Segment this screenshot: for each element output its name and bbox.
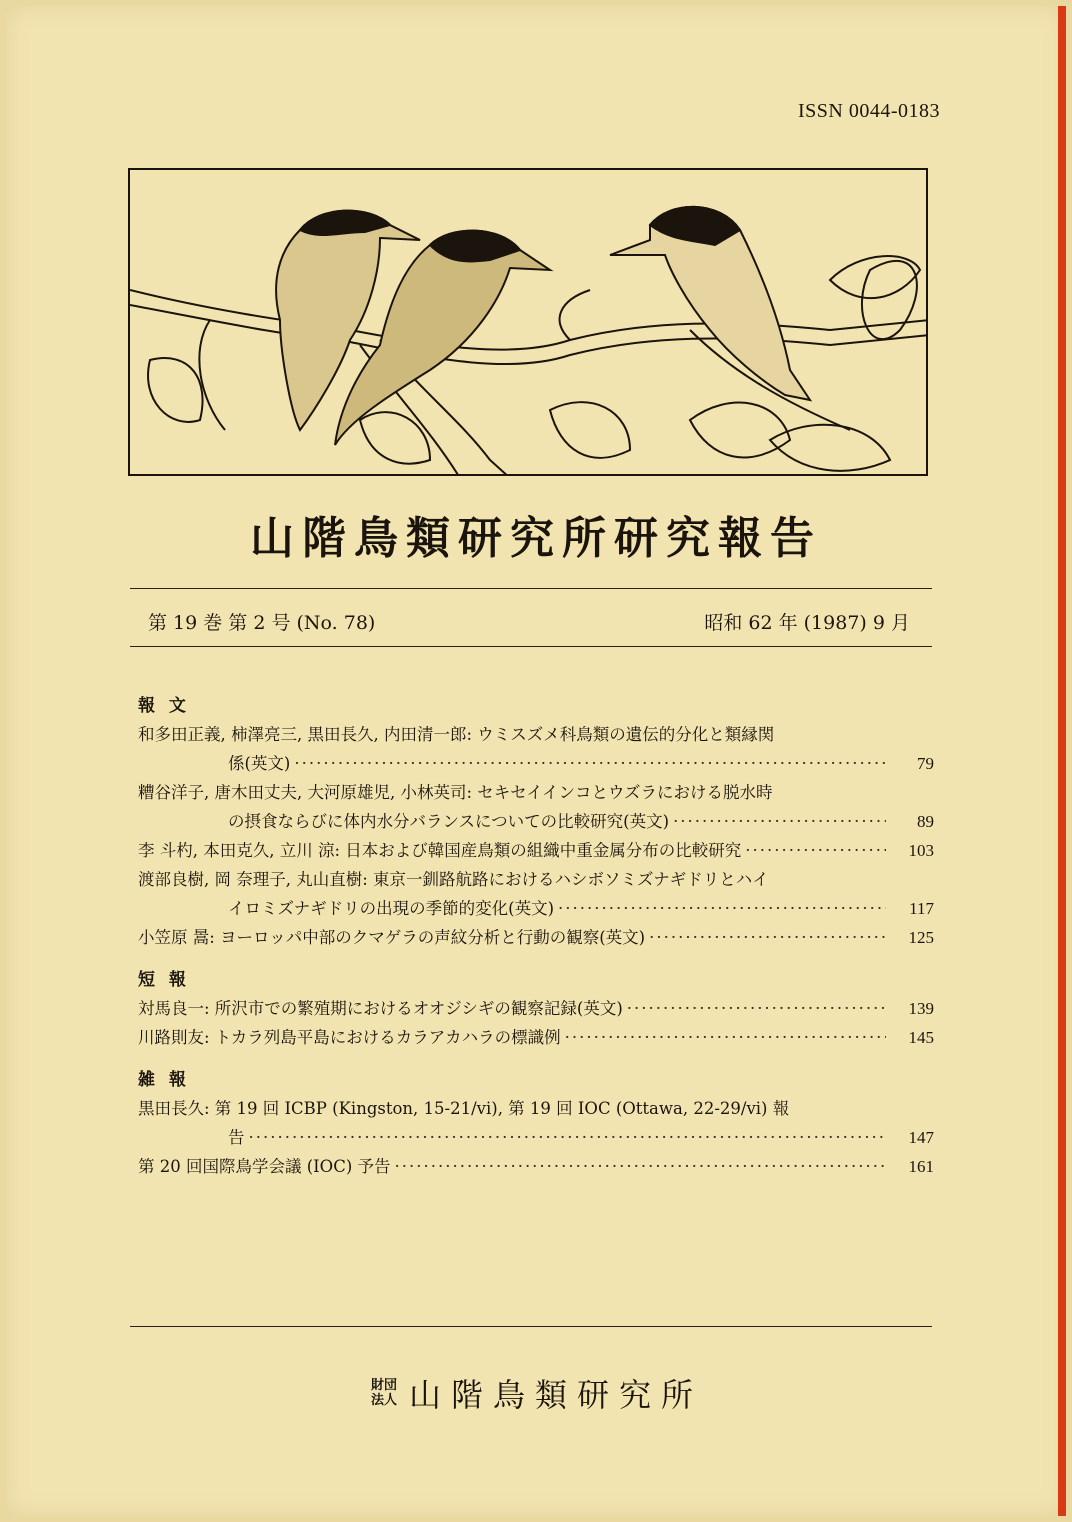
leader-dots — [395, 1152, 886, 1181]
leader-dots — [649, 923, 886, 952]
publisher-name: 山階鳥類研究所 — [408, 1376, 703, 1414]
page-number: 103 — [908, 841, 934, 860]
page-number: 125 — [908, 928, 934, 947]
section-heading: 報 文 — [138, 696, 190, 716]
leader-dots — [673, 807, 886, 836]
toc-entry-text: 和多田正義, 柿澤亮三, 黒田長久, 内田清一郎: ウミスズメ科鳥類の遺伝的分化と類縁関 — [138, 725, 775, 744]
page-number: 147 — [908, 1128, 934, 1147]
issue-date: 昭和 62 年 (1987) 9 月 — [704, 612, 910, 634]
table-of-contents — [138, 692, 934, 1181]
issue-volume: 第 19 巻 第 2 号 (No. 78) — [148, 612, 376, 634]
toc-entry-text: イロミズナギドリの出現の季節的変化(英文) — [228, 899, 555, 918]
leader-dots — [627, 994, 886, 1023]
toc-entry-text: 告 — [228, 1128, 245, 1147]
birds-on-branch-icon — [130, 170, 928, 476]
publisher-prefix — [369, 1378, 399, 1408]
toc-entry[interactable] — [138, 1023, 934, 1052]
page-number: 161 — [908, 1157, 934, 1176]
leader-dots — [558, 894, 886, 923]
toc-entry-text: 川路則友: トカラ列島平島におけるカラアカハラの標識例 — [138, 1028, 561, 1047]
toc-entry-text: 渡部良樹, 岡 奈理子, 丸山直樹: 東京一釧路航路におけるハシボソミズナギドリとハイ — [138, 870, 769, 889]
toc-entry[interactable] — [138, 720, 934, 778]
toc-entry[interactable] — [138, 778, 934, 836]
issue-rule — [130, 646, 932, 647]
toc-entry-text: 係(英文) — [228, 754, 291, 773]
section-heading: 短 報 — [138, 970, 190, 990]
toc-entry-text: 第 20 回国際鳥学会議 (IOC) 予告 — [138, 1157, 391, 1176]
page-number: 89 — [917, 812, 934, 831]
section-heading: 雑 報 — [138, 1070, 190, 1090]
publisher-prefix-top: 財団 — [370, 1378, 397, 1393]
toc-entry-text: 糟谷洋子, 唐木田丈夫, 大河原雄児, 小林英司: セキセイインコとウズラにおける脱水時 — [138, 783, 773, 802]
bottom-rule — [130, 1326, 932, 1327]
leader-dots — [249, 1123, 887, 1152]
toc-entry-text: の摂食ならびに体内水分バランスについての比較研究(英文) — [228, 812, 670, 831]
page-number: 139 — [908, 999, 934, 1018]
toc-entry[interactable] — [138, 865, 934, 923]
leader-dots — [745, 836, 886, 865]
toc-entry-text: 対馬良一: 所沢市での繁殖期におけるオオジシギの観察記録(英文) — [138, 999, 623, 1018]
publisher-prefix-bottom: 法人 — [370, 1393, 397, 1408]
leader-dots — [565, 1023, 886, 1052]
publisher — [0, 1370, 1072, 1416]
page-number: 145 — [908, 1028, 934, 1047]
journal-title: 山階鳥類研究所研究報告 — [250, 513, 822, 564]
toc-entry[interactable] — [138, 836, 934, 865]
page-number: 117 — [909, 899, 934, 918]
toc-entry-text: 黒田長久: 第 19 回 ICBP (Kingston, 15-21/vi), 第 19 回 IOC (Ottawa, 22-29/vi) 報 — [138, 1099, 790, 1118]
toc-entry[interactable] — [138, 1152, 934, 1181]
toc-entry-text: 李 斗杓, 本田克久, 立川 涼: 日本および韓国産鳥類の組織中重金属分布の比較研究 — [138, 841, 742, 860]
kingfisher-illustration — [128, 168, 928, 476]
toc-entry[interactable] — [138, 1094, 934, 1152]
issn: ISSN 0044-0183 — [797, 100, 940, 122]
toc-entry[interactable] — [138, 923, 934, 952]
page-number: 79 — [917, 754, 934, 773]
leader-dots — [294, 749, 886, 778]
toc-entry[interactable] — [138, 994, 934, 1023]
top-rule — [130, 588, 932, 589]
issue-line — [148, 608, 910, 635]
toc-entry-text: 小笠原 暠: ヨーロッパ中部のクマゲラの声紋分析と行動の観察(英文) — [138, 928, 646, 947]
